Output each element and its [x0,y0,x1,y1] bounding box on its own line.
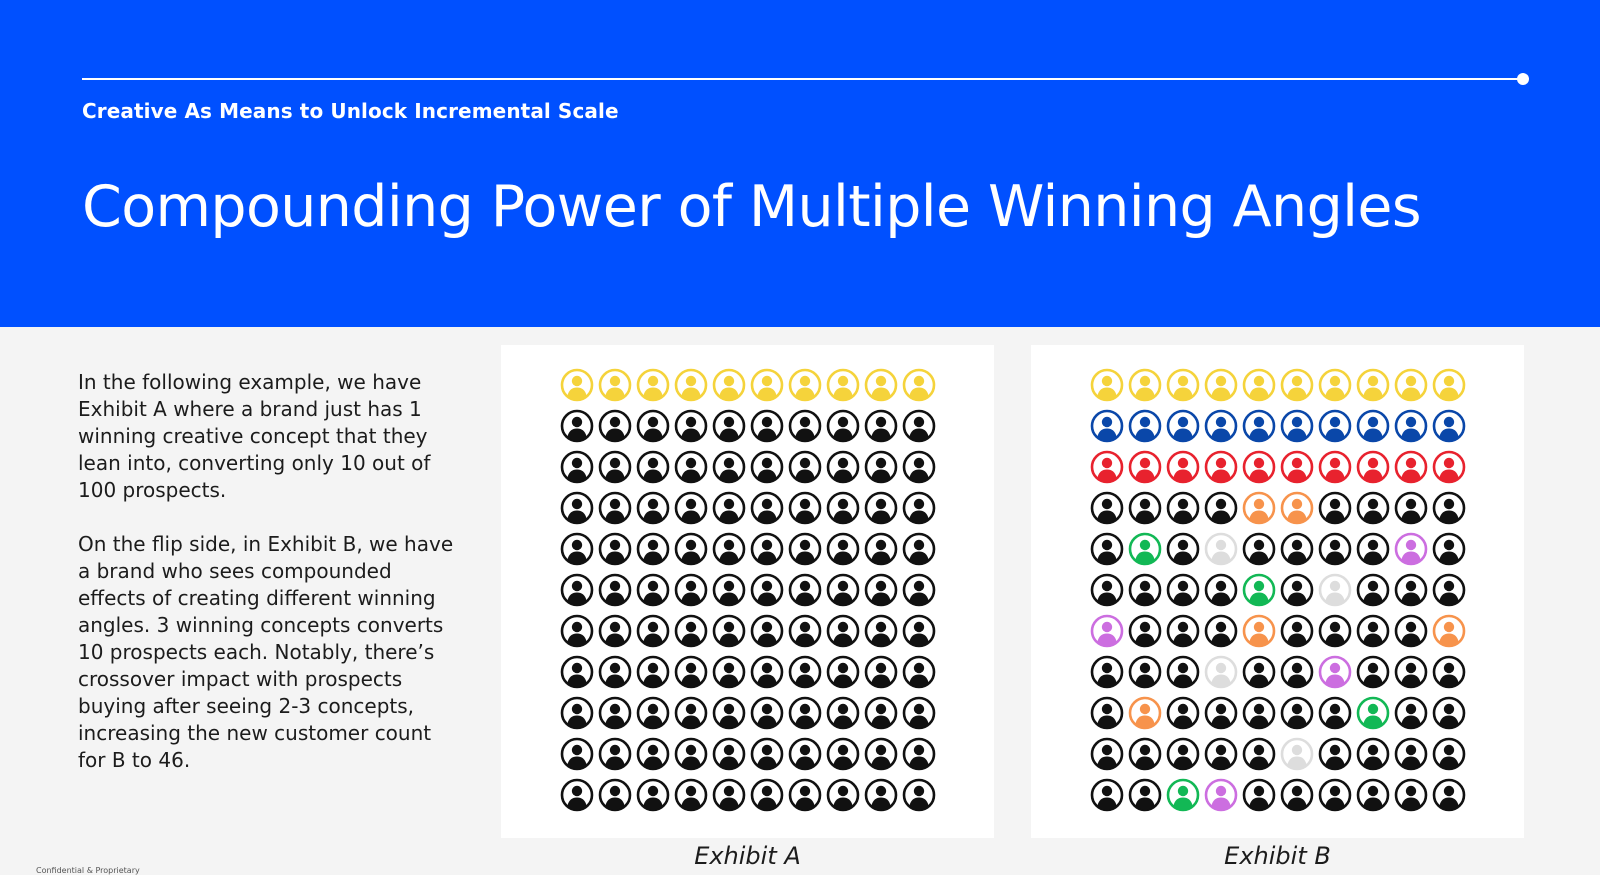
person-icon [864,450,898,484]
person-icon [826,491,860,525]
person-icon [1432,532,1466,566]
person-icon [1166,778,1200,812]
person-icon [902,532,936,566]
person-icon [560,450,594,484]
person-icon [1394,368,1428,402]
person-icon [1356,368,1390,402]
person-icon [1128,450,1162,484]
person-icon [674,491,708,525]
exhibit-a-person-grid [560,368,940,819]
person-icon [1318,532,1352,566]
person-icon [712,573,746,607]
person-icon [1166,450,1200,484]
person-icon [1242,778,1276,812]
person-icon [1432,409,1466,443]
person-icon [560,737,594,771]
person-icon [1318,368,1352,402]
person-icon [1280,368,1314,402]
person-icon [1090,368,1124,402]
person-icon [1394,614,1428,648]
person-icon [1090,655,1124,689]
person-icon [1166,655,1200,689]
person-icon [750,737,784,771]
person-icon [902,573,936,607]
person-icon [902,491,936,525]
person-icon [1128,737,1162,771]
person-icon [636,696,670,730]
person-icon [1280,409,1314,443]
person-icon [864,655,898,689]
person-icon [1090,573,1124,607]
person-icon [1166,573,1200,607]
header-divider-end-dot [1517,73,1529,85]
person-icon [1090,737,1124,771]
person-icon [1432,696,1466,730]
person-icon [788,368,822,402]
person-icon [712,778,746,812]
person-icon [712,655,746,689]
person-icon [636,614,670,648]
person-icon [636,450,670,484]
person-icon [1356,696,1390,730]
person-icon [1128,368,1162,402]
person-icon [902,614,936,648]
person-icon [560,409,594,443]
person-icon [1280,573,1314,607]
person-icon [1280,532,1314,566]
person-icon [1356,737,1390,771]
person-icon [1242,737,1276,771]
person-icon [864,778,898,812]
person-icon [636,368,670,402]
description-paragraph-2: On the flip side, in Exhibit B, we have a brand who sees compounded effects of creating different winning angles. 3 winning concepts converts 10 prospects each. Notably, there’s crossover impact with prospects buying after seeing 2-3 concepts, increasing the new customer count for B to 46. [78,532,454,772]
person-icon [712,532,746,566]
person-icon [1204,491,1238,525]
exhibit-a-panel [501,345,994,838]
person-icon [1090,409,1124,443]
person-icon [902,737,936,771]
person-icon [826,737,860,771]
person-icon [826,532,860,566]
person-icon [902,655,936,689]
person-icon [750,532,784,566]
exhibit-b-person-grid [1090,368,1470,819]
person-icon [1090,696,1124,730]
person-icon [1242,368,1276,402]
person-icon [1242,655,1276,689]
person-icon [1242,614,1276,648]
person-icon [826,655,860,689]
person-icon [788,778,822,812]
person-icon [1394,532,1428,566]
person-icon [1318,491,1352,525]
person-icon [1318,450,1352,484]
person-icon [560,778,594,812]
person-icon [864,614,898,648]
description-text [78,369,458,801]
person-icon [1432,614,1466,648]
person-icon [636,532,670,566]
person-icon [1128,614,1162,648]
person-icon [788,450,822,484]
person-icon [1242,696,1276,730]
person-icon [826,409,860,443]
person-icon [750,409,784,443]
person-icon [788,532,822,566]
person-icon [750,614,784,648]
person-icon [712,491,746,525]
person-icon [1204,737,1238,771]
person-icon [1432,368,1466,402]
person-icon [864,737,898,771]
person-icon [864,409,898,443]
person-icon [1356,491,1390,525]
person-icon [788,737,822,771]
person-icon [1394,737,1428,771]
person-icon [1394,450,1428,484]
person-icon [902,409,936,443]
person-icon [1166,737,1200,771]
person-icon [750,491,784,525]
person-icon [1394,573,1428,607]
person-icon [1128,778,1162,812]
person-icon [1280,655,1314,689]
person-icon [1090,778,1124,812]
person-icon [1204,778,1238,812]
person-icon [1356,450,1390,484]
person-icon [1242,409,1276,443]
person-icon [902,450,936,484]
person-icon [826,614,860,648]
person-icon [826,696,860,730]
person-icon [1204,696,1238,730]
person-icon [1318,614,1352,648]
description-paragraph-1: In the following example, we have Exhibit A where a brand just has 1 winning creative concept that they lean into, converting only 10 out of 100 prospects. [78,370,431,502]
person-icon [1204,655,1238,689]
person-icon [1432,655,1466,689]
person-icon [1394,696,1428,730]
person-icon [1356,409,1390,443]
person-icon [1242,573,1276,607]
person-icon [788,614,822,648]
person-icon [1280,778,1314,812]
person-icon [1242,450,1276,484]
person-icon [1204,450,1238,484]
person-icon [1204,368,1238,402]
person-icon [750,573,784,607]
person-icon [1090,614,1124,648]
person-icon [902,368,936,402]
person-icon [1128,655,1162,689]
person-icon [674,409,708,443]
person-icon [560,696,594,730]
person-icon [788,409,822,443]
header-banner [0,0,1600,327]
person-icon [674,368,708,402]
person-icon [1318,737,1352,771]
person-icon [750,450,784,484]
header-divider-line [82,78,1522,80]
person-icon [1242,532,1276,566]
person-icon [598,737,632,771]
person-icon [1128,409,1162,443]
person-icon [674,450,708,484]
person-icon [1128,696,1162,730]
person-icon [788,655,822,689]
person-icon [826,368,860,402]
person-icon [788,696,822,730]
person-icon [598,778,632,812]
person-icon [712,409,746,443]
person-icon [1166,614,1200,648]
person-icon [788,573,822,607]
person-icon [674,614,708,648]
person-icon [1356,655,1390,689]
person-icon [560,532,594,566]
person-icon [1432,450,1466,484]
person-icon [1432,737,1466,771]
person-icon [674,655,708,689]
person-icon [1318,573,1352,607]
person-icon [1166,368,1200,402]
person-icon [712,614,746,648]
page-title: Compounding Power of Multiple Winning Angles [82,174,1421,240]
person-icon [1090,450,1124,484]
person-icon [1356,573,1390,607]
person-icon [636,778,670,812]
person-icon [1318,655,1352,689]
person-icon [1128,491,1162,525]
person-icon [674,696,708,730]
person-icon [864,573,898,607]
person-icon [1356,614,1390,648]
exhibit-a-caption: Exhibit A [694,842,801,870]
person-icon [598,696,632,730]
person-icon [1166,532,1200,566]
person-icon [598,491,632,525]
person-icon [636,737,670,771]
person-icon [598,614,632,648]
person-icon [636,573,670,607]
person-icon [1394,491,1428,525]
person-icon [1394,778,1428,812]
footer-note: Confidential & Proprietary [36,866,140,875]
person-icon [636,655,670,689]
person-icon [1394,655,1428,689]
person-icon [560,491,594,525]
person-icon [1356,778,1390,812]
person-icon [674,737,708,771]
person-icon [598,409,632,443]
person-icon [1318,409,1352,443]
person-icon [1242,491,1276,525]
person-icon [636,409,670,443]
person-icon [826,573,860,607]
person-icon [674,573,708,607]
person-icon [864,696,898,730]
person-icon [1280,737,1314,771]
person-icon [864,491,898,525]
person-icon [1356,532,1390,566]
person-icon [1204,573,1238,607]
person-icon [1280,696,1314,730]
person-icon [560,368,594,402]
person-icon [560,655,594,689]
person-icon [826,450,860,484]
person-icon [1166,409,1200,443]
person-icon [598,655,632,689]
person-icon [750,368,784,402]
person-icon [598,573,632,607]
person-icon [1090,532,1124,566]
person-icon [674,778,708,812]
person-icon [1432,573,1466,607]
person-icon [712,696,746,730]
person-icon [1204,614,1238,648]
person-icon [1166,696,1200,730]
person-icon [1128,573,1162,607]
person-icon [1204,409,1238,443]
person-icon [1318,778,1352,812]
person-icon [598,450,632,484]
person-icon [902,778,936,812]
person-icon [1394,409,1428,443]
person-icon [1280,491,1314,525]
person-icon [636,491,670,525]
person-icon [712,450,746,484]
person-icon [1432,491,1466,525]
person-icon [598,532,632,566]
person-icon [1090,491,1124,525]
person-icon [712,737,746,771]
person-icon [750,778,784,812]
person-icon [1280,614,1314,648]
person-icon [1318,696,1352,730]
person-icon [560,614,594,648]
person-icon [902,696,936,730]
person-icon [826,778,860,812]
exhibit-b-panel [1031,345,1524,838]
person-icon [1204,532,1238,566]
person-icon [1166,491,1200,525]
person-icon [864,368,898,402]
section-eyebrow: Creative As Means to Unlock Incremental Scale [82,99,619,123]
person-icon [750,655,784,689]
person-icon [560,573,594,607]
person-icon [712,368,746,402]
person-icon [1432,778,1466,812]
person-icon [750,696,784,730]
person-icon [674,532,708,566]
person-icon [1128,532,1162,566]
person-icon [1280,450,1314,484]
person-icon [788,491,822,525]
person-icon [864,532,898,566]
exhibit-b-caption: Exhibit B [1224,842,1331,870]
person-icon [598,368,632,402]
